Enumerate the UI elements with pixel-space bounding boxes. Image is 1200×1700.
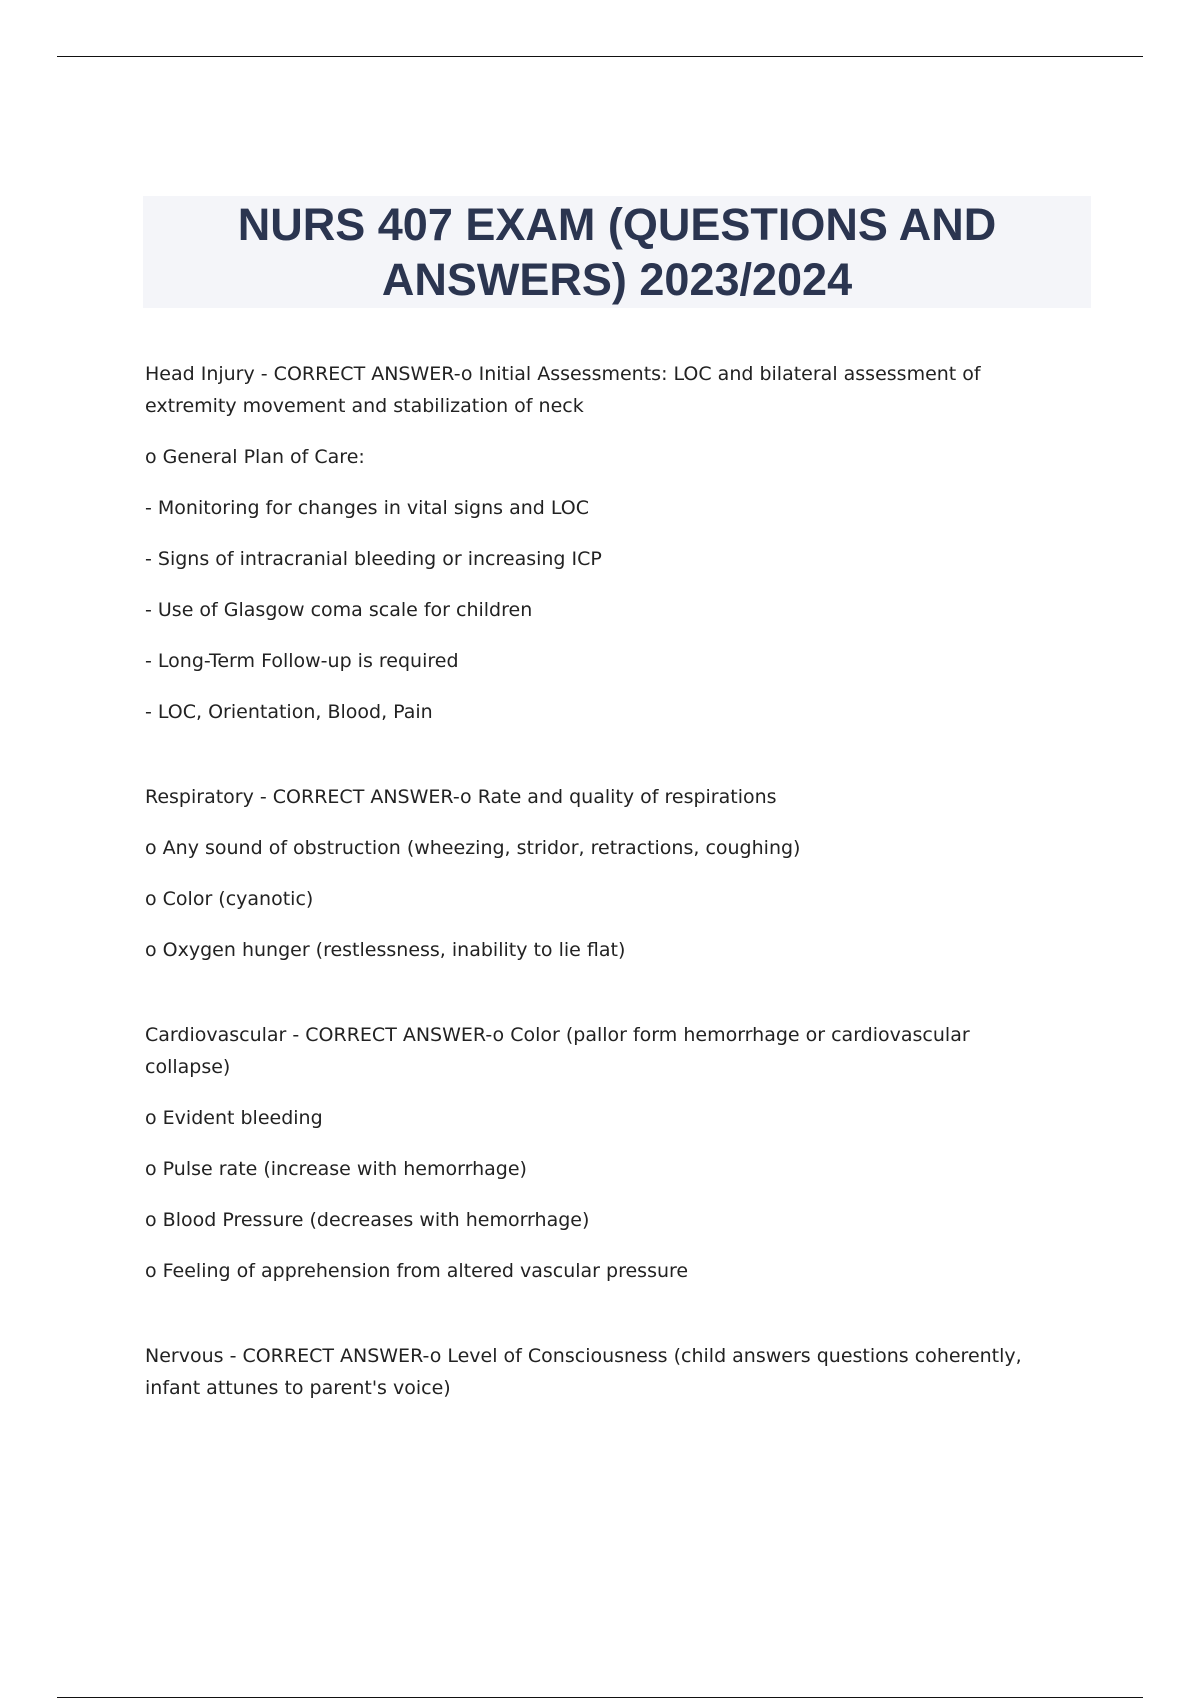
section-nervous [145,1340,1045,1404]
section-cardiovascular [145,1019,1045,1287]
document-title: NURS 407 EXAM (QUESTIONS AND ANSWERS) 2023/2024 [237,199,997,305]
answer-line: Respiratory - CORRECT ANSWER-o Rate and quality of respirations [145,786,777,808]
answer-line: - LOC, Orientation, Blood, Pain [145,701,433,723]
answer-line: - Signs of intracranial bleeding or increasing ICP [145,548,602,570]
answer-line: - Monitoring for changes in vital signs and LOC [145,497,589,519]
answer-line: o Feeling of apprehension from altered vascular pressure [145,1260,689,1282]
answer-line: Head Injury - CORRECT ANSWER-o Initial Assessments: LOC and bilateral assessment of extremity movement and stabilization of neck [145,363,981,417]
footer-rule [57,1697,1143,1698]
answer-line: - Long-Term Follow-up is required [145,650,459,672]
answer-line: Nervous - CORRECT ANSWER-o Level of Consciousness (child answers questions coherently, infant attunes to parent's voice) [145,1345,1022,1399]
answer-line: o Blood Pressure (decreases with hemorrhage) [145,1209,590,1231]
title-banner [143,196,1091,308]
header-rule [57,56,1143,57]
answer-line: Cardiovascular - CORRECT ANSWER-o Color (pallor form hemorrhage or cardiovascular collapse) [145,1024,970,1078]
answer-line: o General Plan of Care: [145,446,365,468]
section-respiratory [145,781,1045,966]
answer-line: o Oxygen hunger (restlessness, inability to lie flat) [145,939,626,961]
answer-line: o Pulse rate (increase with hemorrhage) [145,1158,527,1180]
answer-line: - Use of Glasgow coma scale for children [145,599,533,621]
document-body [145,358,1045,1423]
answer-line: o Color (cyanotic) [145,888,314,910]
answer-line: o Evident bleeding [145,1107,323,1129]
section-head-injury [145,358,1045,728]
answer-line: o Any sound of obstruction (wheezing, stridor, retractions, coughing) [145,837,801,859]
